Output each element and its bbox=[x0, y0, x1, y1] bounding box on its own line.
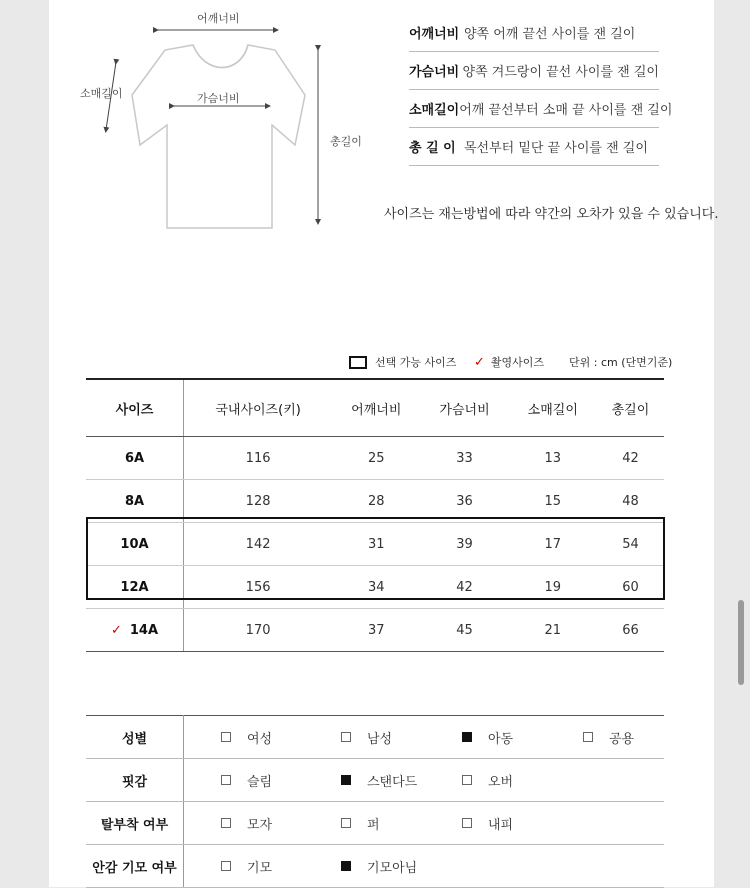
option-over: 오버 bbox=[462, 760, 513, 800]
table-cell: 45 bbox=[420, 609, 508, 652]
table-cell: 17 bbox=[509, 523, 597, 566]
table-cell: 34 bbox=[332, 566, 420, 609]
checkbox-icon bbox=[341, 818, 351, 828]
legend-selectable-label: 선택 가능 사이즈 bbox=[375, 356, 457, 369]
option-kids: 아동 bbox=[462, 717, 513, 757]
measurement-definitions bbox=[409, 14, 673, 166]
definition-desc: 양쪽 어깨 끝선 사이를 잰 길이 bbox=[464, 27, 636, 42]
size-cell: 12A bbox=[86, 566, 184, 609]
definition-row bbox=[409, 14, 659, 52]
attribute-key: 핏감 bbox=[86, 759, 184, 802]
table-cell: 21 bbox=[509, 609, 597, 652]
attribute-row-fit bbox=[86, 759, 664, 802]
header-length: 총길이 bbox=[597, 379, 664, 437]
header-shoulder: 어깨너비 bbox=[332, 379, 420, 437]
table-cell: 37 bbox=[332, 609, 420, 652]
checkbox-icon bbox=[221, 861, 231, 871]
sleeve-label: 소매길이 bbox=[80, 87, 123, 100]
table-cell: 48 bbox=[597, 480, 664, 523]
checkbox-icon bbox=[221, 732, 231, 742]
table-cell: 66 bbox=[597, 609, 664, 652]
option-standard: 스탠다드 bbox=[341, 760, 417, 800]
size-diagram bbox=[80, 0, 370, 250]
check-icon: ✓ bbox=[474, 354, 485, 370]
length-label: 총길이 bbox=[330, 135, 362, 148]
unit-label: 단위 : cm (단면기준) bbox=[569, 356, 673, 369]
table-cell: 170 bbox=[184, 609, 333, 652]
legend-photo-size bbox=[474, 354, 544, 370]
header-size: 사이즈 bbox=[86, 379, 184, 437]
table-row bbox=[86, 437, 664, 480]
definition-row bbox=[409, 90, 673, 128]
chest-label: 가슴너비 bbox=[197, 92, 240, 105]
measurement-note: 사이즈는 재는방법에 따라 약간의 오차가 있을 수 있습니다. bbox=[384, 207, 719, 222]
attribute-key: 안감 기모 여부 bbox=[86, 845, 184, 888]
table-cell: 33 bbox=[420, 437, 508, 480]
shoulder-label: 어깨너비 bbox=[197, 12, 240, 25]
check-icon: ✓ bbox=[110, 622, 122, 638]
option-female: 여성 bbox=[221, 717, 272, 757]
tshirt-diagram bbox=[80, 0, 370, 250]
checkbox-icon bbox=[221, 818, 231, 828]
table-cell: 31 bbox=[332, 523, 420, 566]
square-outline-icon bbox=[349, 356, 367, 369]
table-row bbox=[86, 609, 664, 652]
checkbox-icon bbox=[462, 818, 472, 828]
checkbox-icon bbox=[462, 775, 472, 785]
table-cell: 25 bbox=[332, 437, 420, 480]
attribute-key: 탈부착 여부 bbox=[86, 802, 184, 845]
table-cell: 42 bbox=[420, 566, 508, 609]
option-fleece: 기모 bbox=[221, 846, 272, 886]
tshirt-outline bbox=[132, 45, 305, 228]
option-hood: 모자 bbox=[221, 803, 272, 843]
table-cell: 128 bbox=[184, 480, 333, 523]
table-cell: 39 bbox=[420, 523, 508, 566]
option-fur: 퍼 bbox=[341, 803, 380, 843]
attribute-row-detachable bbox=[86, 802, 664, 845]
definition-key: 가슴너비 bbox=[409, 65, 460, 80]
size-cell: 6A bbox=[86, 437, 184, 480]
checkbox-icon bbox=[341, 732, 351, 742]
table-cell: 15 bbox=[509, 480, 597, 523]
size-label: 14A bbox=[129, 622, 159, 638]
table-cell: 156 bbox=[184, 566, 333, 609]
checkbox-checked-icon bbox=[341, 775, 351, 785]
table-cell: 54 bbox=[597, 523, 664, 566]
option-unisex: 공용 bbox=[583, 717, 634, 757]
selectable-size-highlight bbox=[86, 517, 665, 600]
checkbox-icon bbox=[583, 732, 593, 742]
option-liner: 내피 bbox=[462, 803, 513, 843]
definition-row bbox=[409, 128, 659, 166]
checkbox-checked-icon bbox=[462, 732, 472, 742]
table-cell: 19 bbox=[509, 566, 597, 609]
definition-desc: 목선부터 밑단 끝 사이를 잰 길이 bbox=[464, 141, 648, 156]
table-cell: 142 bbox=[184, 523, 333, 566]
definition-key: 어깨너비 bbox=[409, 27, 460, 42]
header-korean-size: 국내사이즈(키) bbox=[184, 379, 333, 437]
table-cell: 36 bbox=[420, 480, 508, 523]
table-cell: 116 bbox=[184, 437, 333, 480]
size-cell: 10A bbox=[86, 523, 184, 566]
legend-selectable bbox=[349, 354, 456, 370]
option-male: 남성 bbox=[341, 717, 392, 757]
table-cell: 28 bbox=[332, 480, 420, 523]
size-table-header bbox=[86, 379, 664, 437]
header-sleeve: 소매길이 bbox=[509, 379, 597, 437]
definition-desc: 양쪽 겨드랑이 끝선 사이를 잰 길이 bbox=[462, 65, 659, 80]
size-cell: 8A bbox=[86, 480, 184, 523]
legend-photo-label: 촬영사이즈 bbox=[490, 356, 545, 369]
option-slim: 슬림 bbox=[221, 760, 272, 800]
scrollbar-thumb[interactable] bbox=[738, 600, 744, 685]
header-chest: 가슴너비 bbox=[420, 379, 508, 437]
checkbox-checked-icon bbox=[341, 861, 351, 871]
definition-desc: 어깨 끝선부터 소매 끝 사이를 잰 길이 bbox=[459, 103, 673, 118]
definition-key: 총 길 이 bbox=[409, 141, 456, 156]
attribute-table bbox=[86, 715, 664, 888]
size-cell bbox=[86, 609, 184, 652]
attribute-row-gender bbox=[86, 716, 664, 759]
attribute-row-fleece bbox=[86, 845, 664, 888]
table-cell: 60 bbox=[597, 566, 664, 609]
definition-row bbox=[409, 52, 659, 90]
attribute-key: 성별 bbox=[86, 716, 184, 759]
checkbox-icon bbox=[221, 775, 231, 785]
table-cell: 42 bbox=[597, 437, 664, 480]
definition-key: 소매길이 bbox=[409, 103, 460, 118]
table-cell: 13 bbox=[509, 437, 597, 480]
option-no-fleece: 기모아님 bbox=[341, 846, 417, 886]
size-table bbox=[86, 378, 664, 652]
